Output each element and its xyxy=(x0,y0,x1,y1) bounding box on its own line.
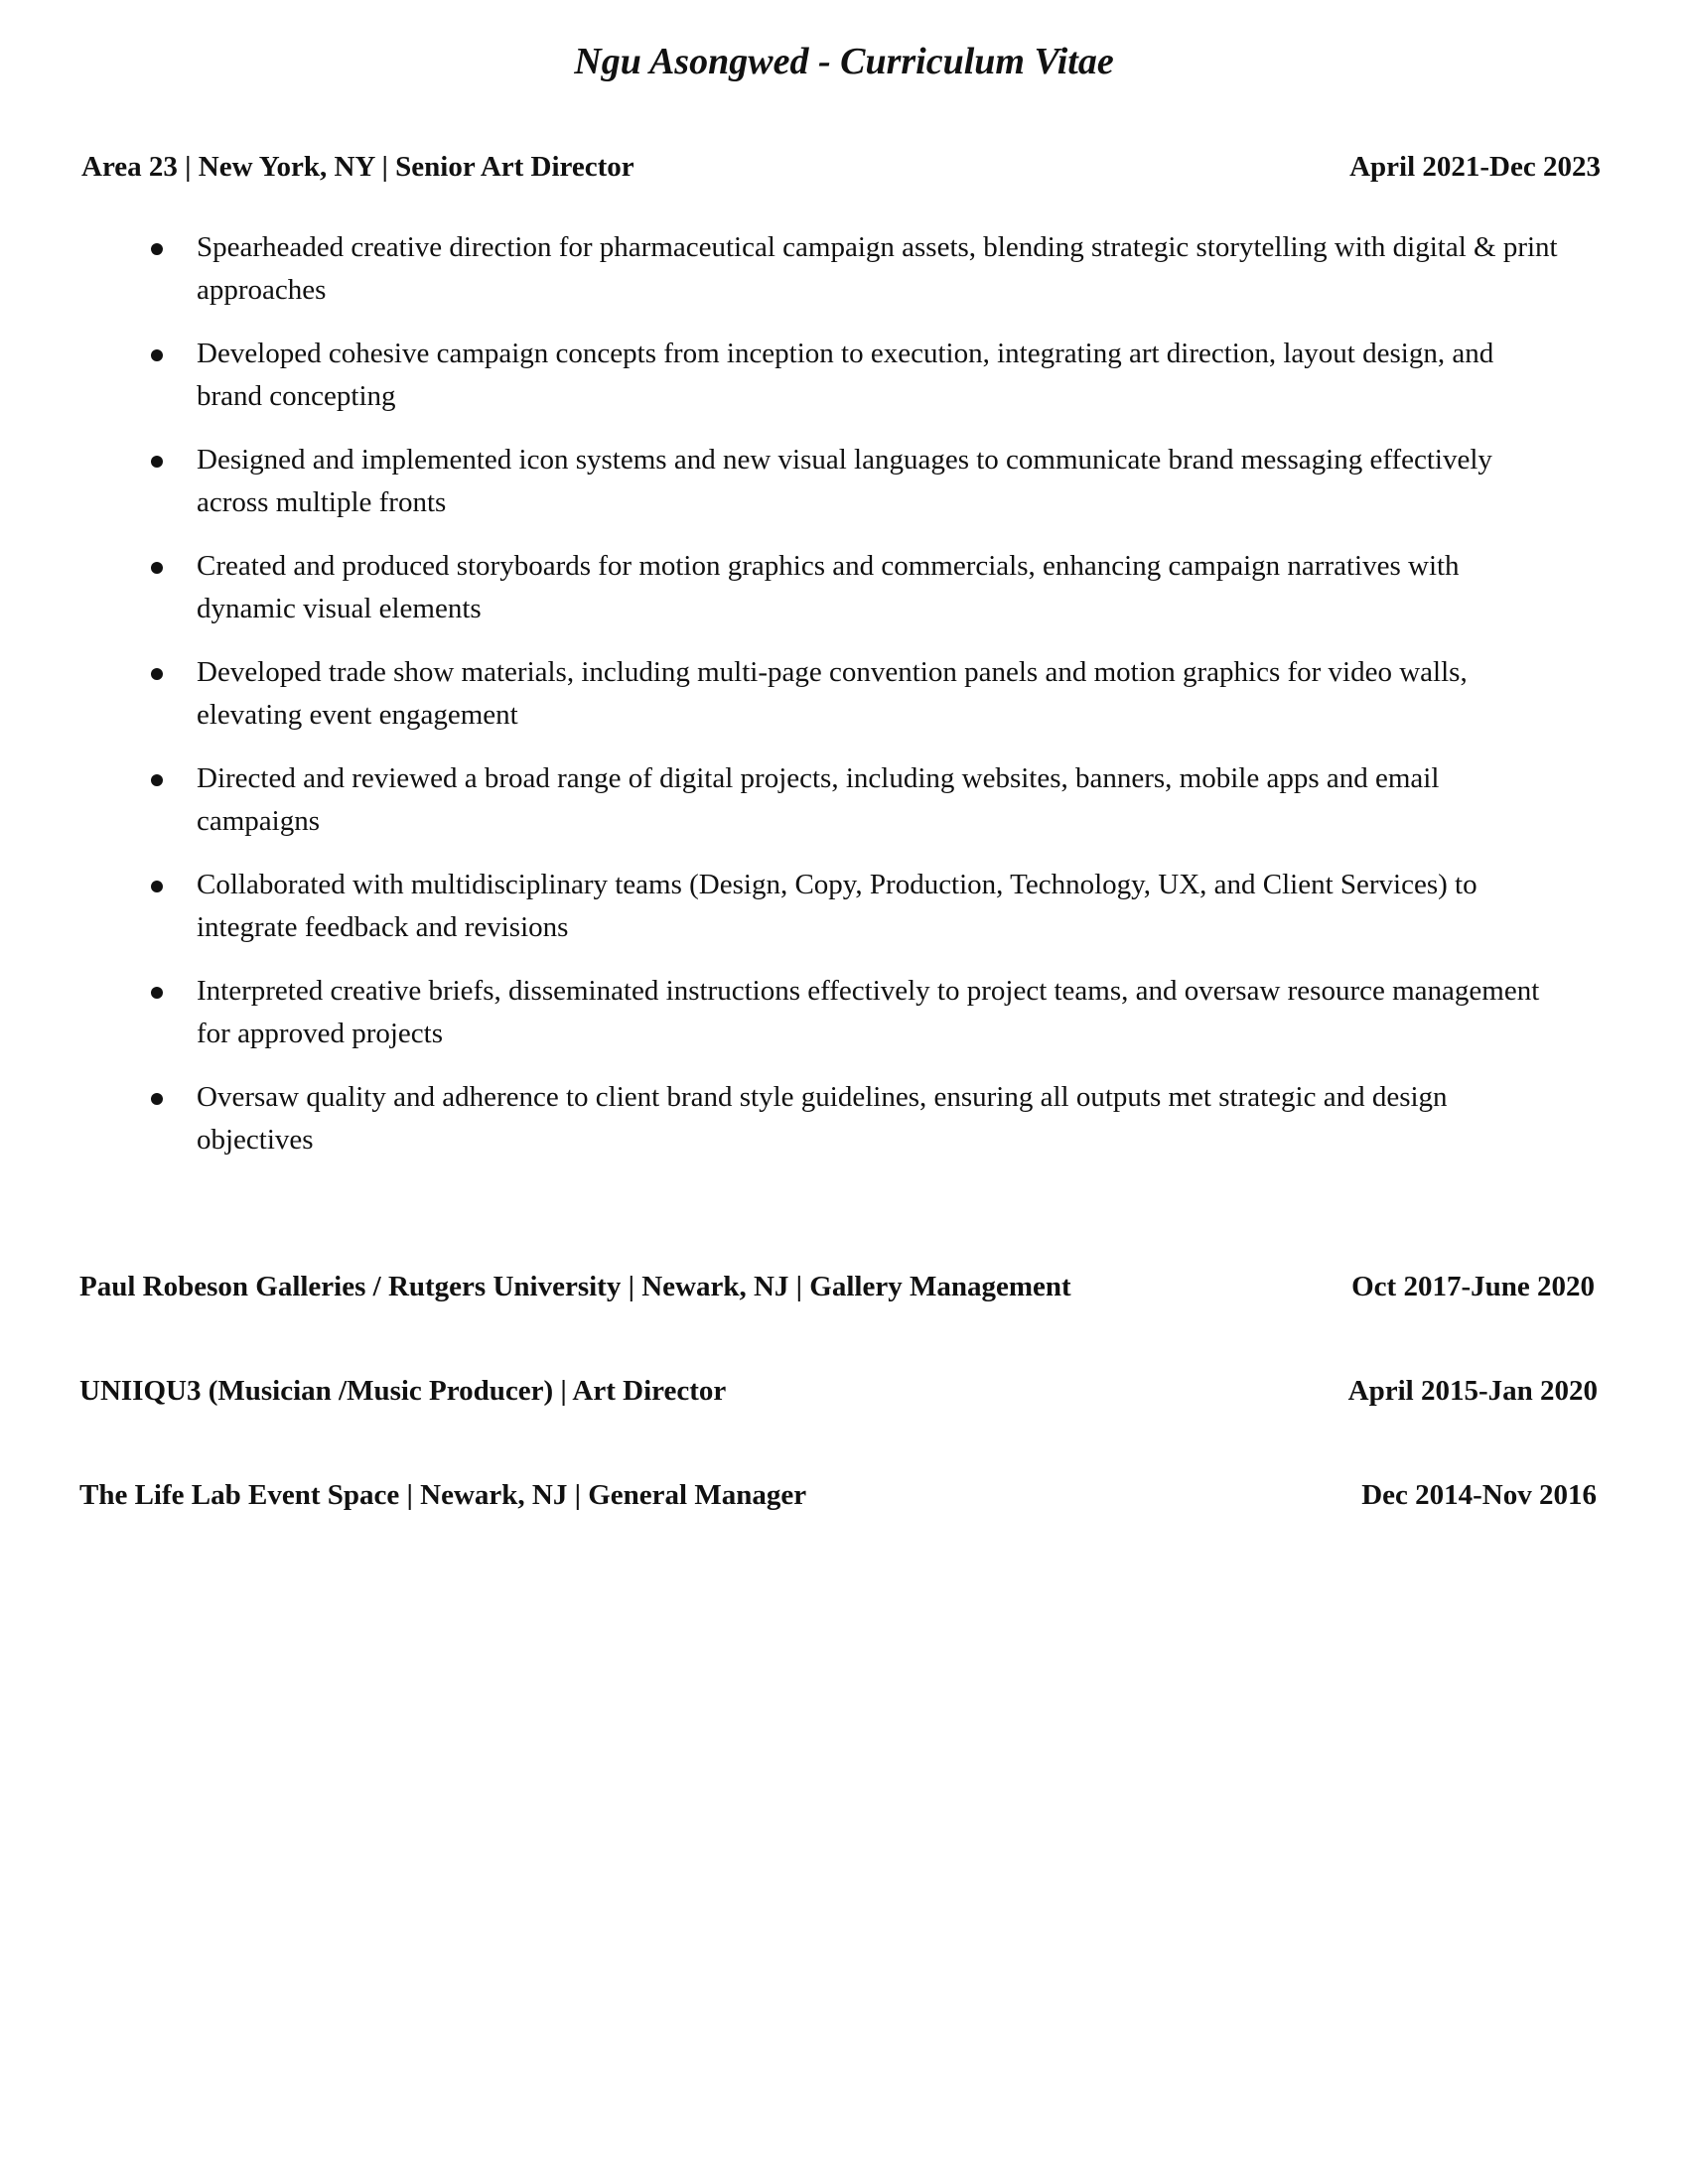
job-heading: UNIIQU3 (Musician /Music Producer) | Art Director xyxy=(79,1375,727,1407)
list-item xyxy=(149,757,1559,843)
job-heading: Area 23 | New York, NY | Senior Art Director xyxy=(81,151,634,183)
list-item xyxy=(149,226,1559,312)
bullet-text: Developed cohesive campaign concepts from inception to execution, integrating art direction, layout design, and brand concepting xyxy=(197,338,1494,412)
job-dates: April 2021-Dec 2023 xyxy=(1349,151,1601,183)
job-dates: Dec 2014-Nov 2016 xyxy=(1361,1479,1597,1511)
job-header-area23 xyxy=(81,151,1601,184)
bullet-text: Directed and reviewed a broad range of digital projects, including websites, banners, mobile apps and email campaigns xyxy=(197,762,1440,837)
job-heading: Paul Robeson Galleries / Rutgers University | Newark, NJ | Gallery Management xyxy=(79,1271,1071,1302)
bullet-icon xyxy=(151,1093,163,1105)
bullet-text: Developed trade show materials, including multi-page convention panels and motion graphics for video walls, elevating event engagement xyxy=(197,656,1468,731)
bullet-icon xyxy=(151,987,163,999)
bullet-icon xyxy=(151,774,163,786)
bullet-text: Created and produced storyboards for motion graphics and commercials, enhancing campaign narratives with dynamic visual elements xyxy=(197,550,1460,624)
list-item xyxy=(149,333,1559,418)
list-item xyxy=(149,970,1559,1055)
list-item xyxy=(149,545,1559,630)
job-header-uniiqu3 xyxy=(79,1375,1598,1408)
bullet-text: Spearheaded creative direction for pharmaceutical campaign assets, blending strategic storytelling with digital & print approaches xyxy=(197,231,1558,306)
bullet-icon xyxy=(151,668,163,680)
bullet-text: Designed and implemented icon systems and new visual languages to communicate brand messaging effectively across multiple fronts xyxy=(197,444,1492,518)
job-dates: April 2015-Jan 2020 xyxy=(1347,1375,1598,1407)
list-item xyxy=(149,864,1559,949)
bullet-icon xyxy=(151,562,163,574)
bullet-icon xyxy=(151,456,163,468)
list-item xyxy=(149,651,1559,737)
job-dates: Oct 2017-June 2020 xyxy=(1351,1271,1595,1302)
bullet-text: Oversaw quality and adherence to client brand style guidelines, ensuring all outputs met strategic and design objectives xyxy=(197,1081,1448,1156)
job-heading: The Life Lab Event Space | Newark, NJ | General Manager xyxy=(79,1479,807,1511)
list-item xyxy=(149,1076,1559,1161)
job-header-paul-robeson xyxy=(79,1271,1595,1303)
document-title: Ngu Asongwed - Curriculum Vitae xyxy=(574,41,1114,82)
bullet-text: Interpreted creative briefs, disseminated instructions effectively to project teams, and oversaw resource management for approved projects xyxy=(197,975,1540,1049)
job-header-life-lab xyxy=(79,1479,1597,1512)
bullet-icon xyxy=(151,349,163,361)
job-bullets-area23 xyxy=(149,226,1559,1182)
list-item xyxy=(149,439,1559,524)
bullet-icon xyxy=(151,243,163,255)
bullet-icon xyxy=(151,881,163,892)
bullet-text: Collaborated with multidisciplinary teams (Design, Copy, Production, Technology, UX, and Client Services) to integrate feedback and revisions xyxy=(197,869,1477,943)
